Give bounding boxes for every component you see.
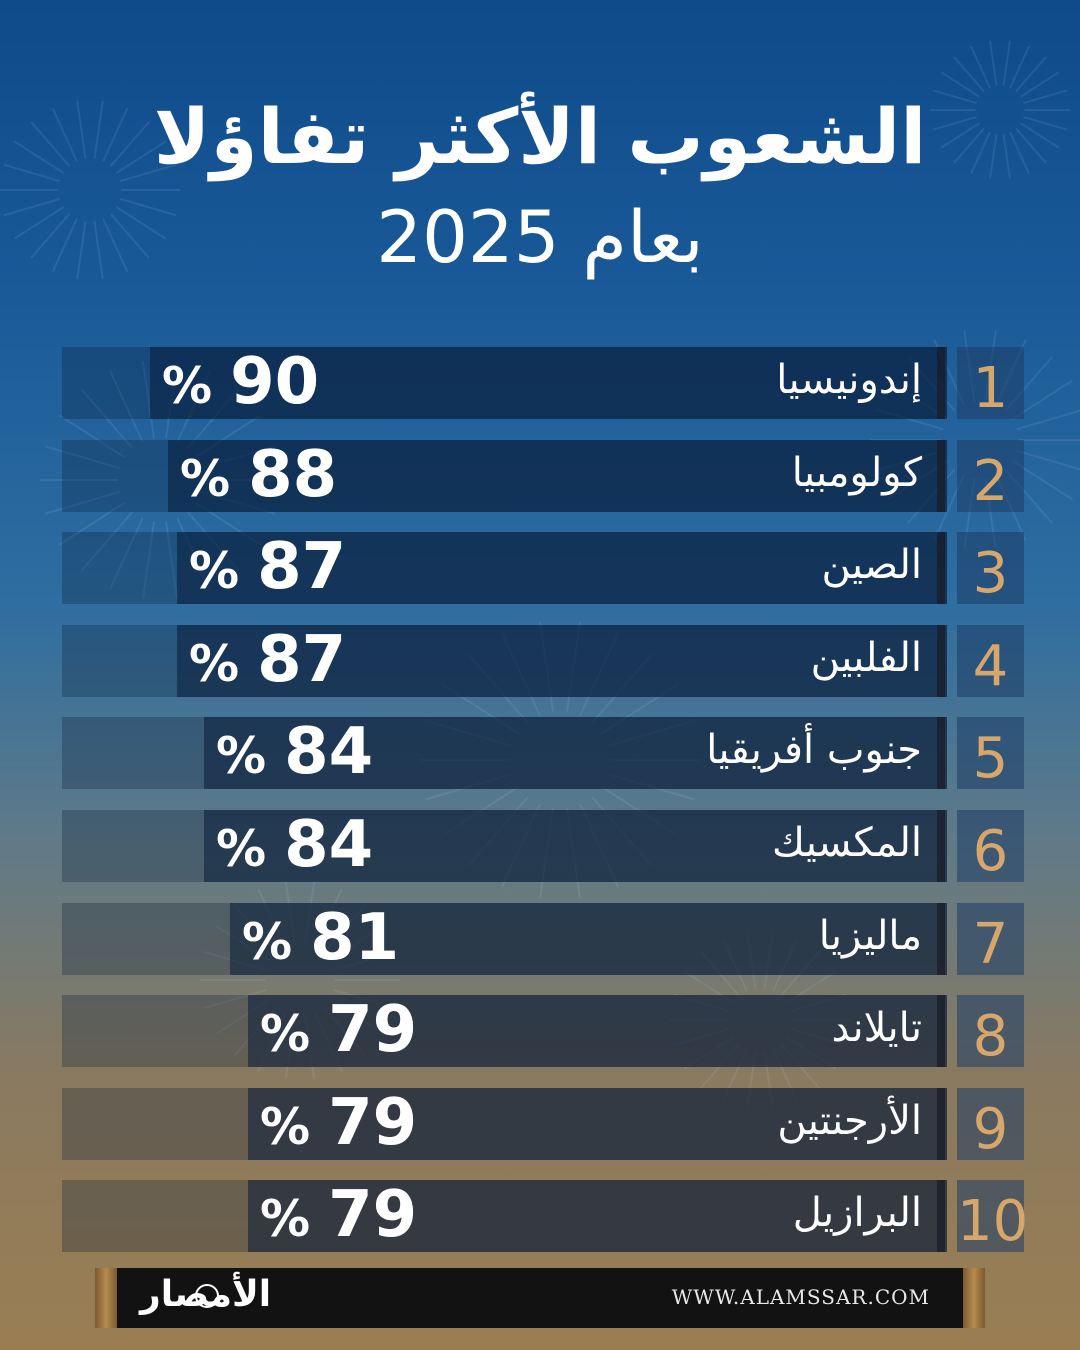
percent-sign: % <box>260 1190 311 1248</box>
percent-sign: % <box>260 1005 311 1063</box>
rank-label: 1 <box>957 347 1024 419</box>
chart-title-line1: الشعوب الأكثر تفاؤلا <box>153 92 927 181</box>
rank-label: 6 <box>957 810 1024 882</box>
value-label: 84 <box>284 808 374 882</box>
bar-row <box>62 1088 1024 1160</box>
rank-label: 7 <box>957 903 1024 975</box>
bar-separator <box>937 1180 945 1252</box>
value-label: 84 <box>284 715 374 789</box>
data-label <box>242 903 399 975</box>
percent-sign: % <box>189 542 240 600</box>
bar-separator <box>937 717 945 789</box>
footer-cap-right <box>963 1268 985 1328</box>
bar-row <box>62 810 1024 882</box>
data-label <box>216 810 373 882</box>
value-label: 79 <box>328 1178 418 1252</box>
rank-label: 9 <box>957 1088 1024 1160</box>
value-label: 81 <box>310 901 400 975</box>
percent-sign: % <box>260 1098 311 1156</box>
value-label: 87 <box>257 623 347 697</box>
value-label: 90 <box>230 345 320 419</box>
bar-separator <box>937 347 945 419</box>
bar-separator <box>937 995 945 1067</box>
data-label <box>260 995 417 1067</box>
data-label <box>189 532 346 604</box>
bar-separator <box>937 532 945 604</box>
rank-label: 2 <box>957 440 1024 512</box>
bar-row <box>62 1178 1029 1254</box>
category-label: المكسيك <box>772 820 922 866</box>
bar-row <box>62 532 1024 604</box>
globe-icon <box>195 1284 219 1308</box>
website-url[interactable]: WWW.ALAMSSAR.COM <box>671 1285 930 1309</box>
percent-sign: % <box>189 635 240 693</box>
value-label: 88 <box>248 438 338 512</box>
category-label: ماليزيا <box>818 913 922 959</box>
chart-title-line2: بعام 2025 <box>376 195 704 279</box>
percent-sign: % <box>242 913 293 971</box>
data-label <box>216 717 373 789</box>
percent-sign: % <box>180 450 231 508</box>
data-label <box>180 440 337 512</box>
value-label: 87 <box>257 530 347 604</box>
rank-label: 10 <box>957 1180 1024 1252</box>
rank-label: 8 <box>957 995 1024 1067</box>
footer-cap-left <box>95 1268 117 1328</box>
bar-separator <box>937 1088 945 1160</box>
rank-label: 4 <box>957 625 1024 697</box>
rank-label: 3 <box>957 532 1024 604</box>
bar-row <box>62 440 1024 512</box>
rank-label: 5 <box>957 717 1024 789</box>
bar-row <box>62 903 1024 975</box>
category-label: كولومبيا <box>791 450 922 496</box>
category-label: الفلبين <box>810 635 922 681</box>
value-label: 79 <box>328 993 418 1067</box>
category-label: جنوب أفريقيا <box>706 727 922 773</box>
percent-sign: % <box>162 357 213 415</box>
category-label: إندونيسيا <box>776 357 922 403</box>
category-label: البرازيل <box>792 1190 922 1236</box>
percent-sign: % <box>216 820 267 878</box>
bar-separator <box>937 625 945 697</box>
data-label <box>162 347 319 419</box>
data-label <box>260 1088 417 1160</box>
category-label: الصين <box>821 542 922 588</box>
data-label <box>189 625 346 697</box>
footer-banner <box>95 1268 985 1328</box>
category-label: الأرجنتين <box>777 1098 922 1144</box>
category-label: تايلاند <box>831 1005 922 1051</box>
bar-separator <box>937 440 945 512</box>
bar-separator <box>937 903 945 975</box>
bar-row <box>62 347 1024 419</box>
percent-sign: % <box>216 727 267 785</box>
bar-row <box>62 625 1024 697</box>
bar-row <box>62 717 1024 789</box>
brand-logo[interactable]: الأمصار <box>140 1274 272 1315</box>
value-label: 79 <box>328 1086 418 1160</box>
data-label <box>260 1180 417 1252</box>
bar-separator <box>937 810 945 882</box>
bar-row <box>62 995 1024 1067</box>
